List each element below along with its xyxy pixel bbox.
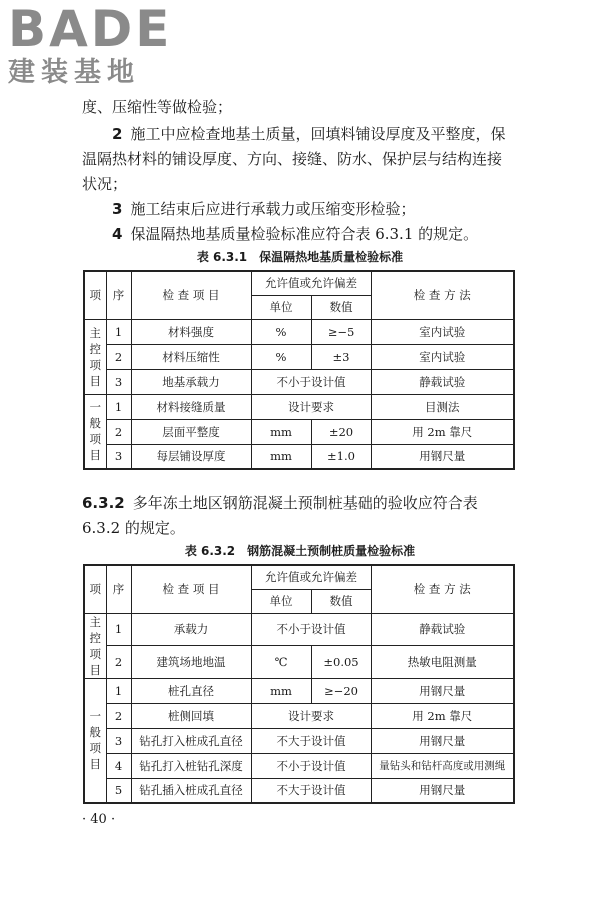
logo-wordmark: BADE: [8, 0, 173, 58]
row-item: 钻孔插入桩成孔直径: [131, 778, 251, 803]
row-seq: 2: [106, 646, 131, 679]
item-2-line1: [112, 125, 505, 143]
row-item: 钻孔打入桩成孔直径: [131, 728, 251, 753]
item-3: [112, 200, 415, 218]
row-method: 静载试验: [371, 613, 514, 646]
section-6-3-2-line2: 6.3.2 的规定。: [82, 519, 185, 537]
header-seq: 序: [106, 565, 131, 613]
row-method: 静载试验: [371, 369, 514, 394]
row-item: 每层铺设厚度: [131, 444, 251, 469]
logo-subtitle: 建装基地: [8, 57, 140, 88]
table-row: [84, 319, 514, 344]
table-row: [84, 753, 514, 778]
header-unit: 单位: [251, 295, 311, 319]
header-tolerance: 允许值或允许偏差: [251, 271, 371, 295]
table-row: [84, 419, 514, 444]
row-method: 用钢尺量: [371, 778, 514, 803]
row-method: 用 2m 靠尺: [371, 419, 514, 444]
row-method: 室内试验: [371, 319, 514, 344]
header-value: 数值: [311, 589, 371, 613]
row-method: 室内试验: [371, 344, 514, 369]
row-seq: 1: [106, 613, 131, 646]
table-row: [84, 778, 514, 803]
row-seq: 3: [106, 369, 131, 394]
row-method: 热敏电阻测量: [371, 646, 514, 679]
paragraph-continuation: 度、压缩性等做检验；: [82, 98, 233, 116]
row-value: ≥−5: [311, 319, 371, 344]
table-1: [83, 270, 515, 470]
row-item: 建筑场地地温: [131, 646, 251, 679]
row-method: 量钻头和钻杆高度或用测绳: [371, 753, 514, 778]
header-item-type: 项: [84, 271, 106, 319]
row-value: ±3: [311, 344, 371, 369]
item-2-line2: 温隔热材料的铺设厚度、方向、接缝、防水、保护层与结构连接: [82, 150, 503, 168]
row-seq: 1: [106, 319, 131, 344]
row-seq: 4: [106, 753, 131, 778]
header-check-item: 检 查 项 目: [131, 271, 251, 319]
table-row: [84, 444, 514, 469]
row-seq: 2: [106, 419, 131, 444]
bade-logo: [8, 0, 173, 88]
row-value: ±0.05: [311, 646, 371, 679]
table-1-caption: 表 6.3.1 保温隔热地基质量检验标准: [196, 250, 404, 264]
row-value: ±20: [311, 419, 371, 444]
row-seq: 1: [106, 678, 131, 703]
row-seq: 3: [106, 728, 131, 753]
row-item: 承载力: [131, 613, 251, 646]
header-method: 检 查 方 法: [371, 565, 514, 613]
row-tolerance: 不小于设计值: [251, 753, 371, 778]
row-method: 用钢尺量: [371, 678, 514, 703]
item-4-text: 保温隔热地基质量检验标准应符合表 6.3.1 的规定。: [130, 225, 479, 243]
row-method: 用钢尺量: [371, 444, 514, 469]
row-unit: %: [251, 319, 311, 344]
item-3-text: 施工结束后应进行承载力或压缩变形检验；: [130, 200, 416, 218]
row-method: 用 2m 靠尺: [371, 703, 514, 728]
row-item: 材料接缝质量: [131, 394, 251, 419]
item-3-number: 3: [112, 200, 123, 218]
row-unit: %: [251, 344, 311, 369]
row-item: 桩侧回填: [131, 703, 251, 728]
header-seq: 序: [106, 271, 131, 319]
header-check-item: 检 查 项 目: [131, 565, 251, 613]
row-tolerance: 不小于设计值: [251, 613, 371, 646]
row-value: ≥−20: [311, 678, 371, 703]
item-2-line3: 状况；: [82, 175, 128, 193]
item-2-number: 2: [112, 125, 123, 143]
table-2-caption: 表 6.3.2 钢筋混凝土预制桩质量检验标准: [184, 544, 416, 558]
row-tolerance: 设计要求: [251, 703, 371, 728]
row-seq: 2: [106, 703, 131, 728]
row-item: 地基承载力: [131, 369, 251, 394]
section-number: 6.3.2: [82, 494, 125, 512]
group-general: 一般项目: [84, 678, 106, 803]
row-tolerance: 不大于设计值: [251, 728, 371, 753]
row-tolerance: 设计要求: [251, 394, 371, 419]
header-value: 数值: [311, 295, 371, 319]
row-unit: mm: [251, 444, 311, 469]
header-item-type: 项: [84, 565, 106, 613]
header-tolerance: 允许值或允许偏差: [251, 565, 371, 589]
section-6-3-2-line1: [82, 494, 478, 512]
header-method: 检 查 方 法: [371, 271, 514, 319]
row-tolerance: 不小于设计值: [251, 369, 371, 394]
table-row: [84, 613, 514, 646]
group-main: 主控项目: [84, 613, 106, 678]
item-4: [112, 225, 478, 243]
table-row: [84, 678, 514, 703]
table-row: [84, 703, 514, 728]
group-general: 一般项目: [84, 394, 106, 469]
table-row: [84, 394, 514, 419]
item-4-number: 4: [112, 225, 123, 243]
table-row: [84, 344, 514, 369]
row-value: ±1.0: [311, 444, 371, 469]
row-unit: ℃: [251, 646, 311, 679]
row-item: 层面平整度: [131, 419, 251, 444]
table-row: [84, 728, 514, 753]
row-unit: mm: [251, 678, 311, 703]
table-row: [84, 646, 514, 679]
row-method: 用钢尺量: [371, 728, 514, 753]
row-item: 桩孔直径: [131, 678, 251, 703]
section-text-1: 多年冻土地区钢筋混凝土预制桩基础的验收应符合表: [132, 494, 478, 512]
group-main: 主控项目: [84, 319, 106, 394]
row-seq: 2: [106, 344, 131, 369]
page-number: · 40 ·: [82, 812, 116, 827]
row-seq: 3: [106, 444, 131, 469]
row-seq: 5: [106, 778, 131, 803]
row-unit: mm: [251, 419, 311, 444]
table-2: [83, 564, 515, 804]
row-method: 目测法: [371, 394, 514, 419]
item-2-text-1: 施工中应检查地基土质量，回填料铺设厚度及平整度，保: [130, 125, 506, 143]
table-row: [84, 369, 514, 394]
row-tolerance: 不大于设计值: [251, 778, 371, 803]
header-unit: 单位: [251, 589, 311, 613]
row-item: 钻孔打入桩钻孔深度: [131, 753, 251, 778]
row-item: 材料压缩性: [131, 344, 251, 369]
row-item: 材料强度: [131, 319, 251, 344]
row-seq: 1: [106, 394, 131, 419]
